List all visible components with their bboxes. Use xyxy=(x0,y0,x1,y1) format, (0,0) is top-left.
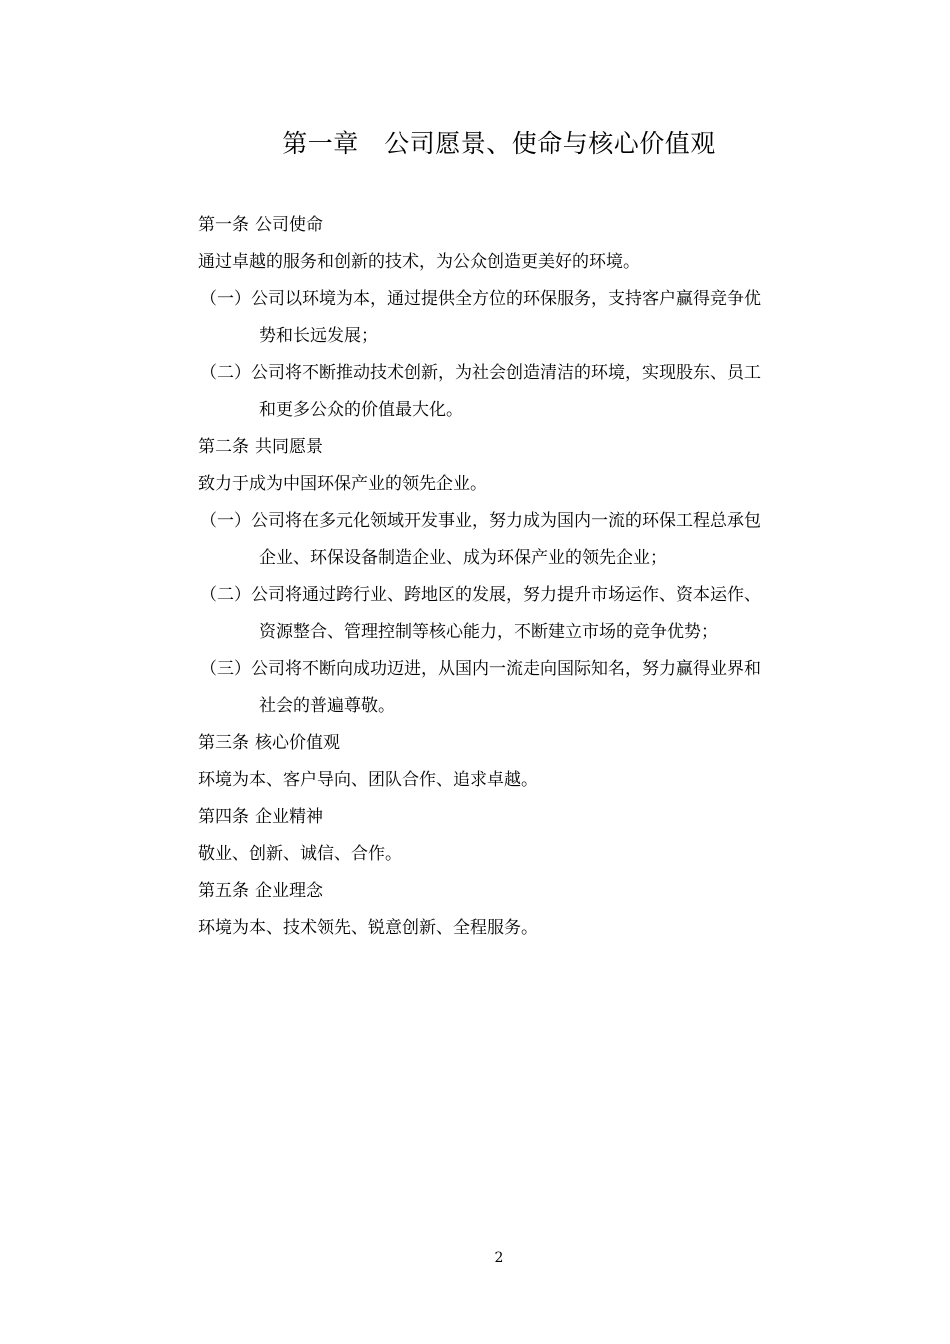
article-title xyxy=(198,429,843,466)
chapter-title: 第一章 公司愿景、使命与核心价值观 xyxy=(282,129,716,158)
list-item-continuation: 资源整合、管理控制等核心能力，不断建立市场的竞争优势； xyxy=(259,622,718,642)
list-item: （一）公司以环境为本，通过提供全方位的环保服务，支持客户赢得竞争优 xyxy=(200,289,761,309)
article-title xyxy=(198,207,843,244)
article-heading: 企业理念 xyxy=(255,881,323,901)
article-title xyxy=(198,725,843,762)
list-item-continuation: 社会的普遍尊敬。 xyxy=(259,696,395,716)
list-item: （二）公司将通过跨行业、跨地区的发展，努力提升市场运作、资本运作、 xyxy=(200,585,761,605)
article-number: 第一条 xyxy=(198,215,249,235)
article-heading: 共同愿景 xyxy=(255,437,323,457)
article-text: 敬业、创新、诚信、合作。 xyxy=(198,844,402,864)
article-text: 通过卓越的服务和创新的技术，为公众创造更美好的环境。 xyxy=(198,252,640,272)
article-number: 第五条 xyxy=(198,881,249,901)
article-heading: 企业精神 xyxy=(255,807,323,827)
article-heading: 核心价值观 xyxy=(255,733,340,753)
page-number: 2 xyxy=(494,1250,504,1266)
list-item: （二）公司将不断推动技术创新，为社会创造清洁的环境，实现股东、员工 xyxy=(200,363,761,383)
article-number: 第二条 xyxy=(198,437,249,457)
list-item-continuation: 势和长远发展； xyxy=(259,326,378,346)
article-number: 第四条 xyxy=(198,807,249,827)
article-number: 第三条 xyxy=(198,733,249,753)
list-item: （三）公司将不断向成功迈进，从国内一流走向国际知名，努力赢得业界和 xyxy=(200,659,761,679)
article-title xyxy=(198,799,843,836)
list-item-continuation: 企业、环保设备制造企业、成为环保产业的领先企业； xyxy=(259,548,667,568)
article-text: 环境为本、技术领先、锐意创新、全程服务。 xyxy=(198,918,538,938)
article-heading: 公司使命 xyxy=(255,215,323,235)
list-item-continuation: 和更多公众的价值最大化。 xyxy=(259,400,463,420)
list-item: （一）公司将在多元化领域开发事业，努力成为国内一流的环保工程总承包 xyxy=(200,511,761,531)
article-title xyxy=(198,873,843,910)
article-text: 致力于成为中国环保产业的领先企业。 xyxy=(198,474,487,494)
chapter-body xyxy=(198,207,843,947)
article-text: 环境为本、客户导向、团队合作、追求卓越。 xyxy=(198,770,538,790)
